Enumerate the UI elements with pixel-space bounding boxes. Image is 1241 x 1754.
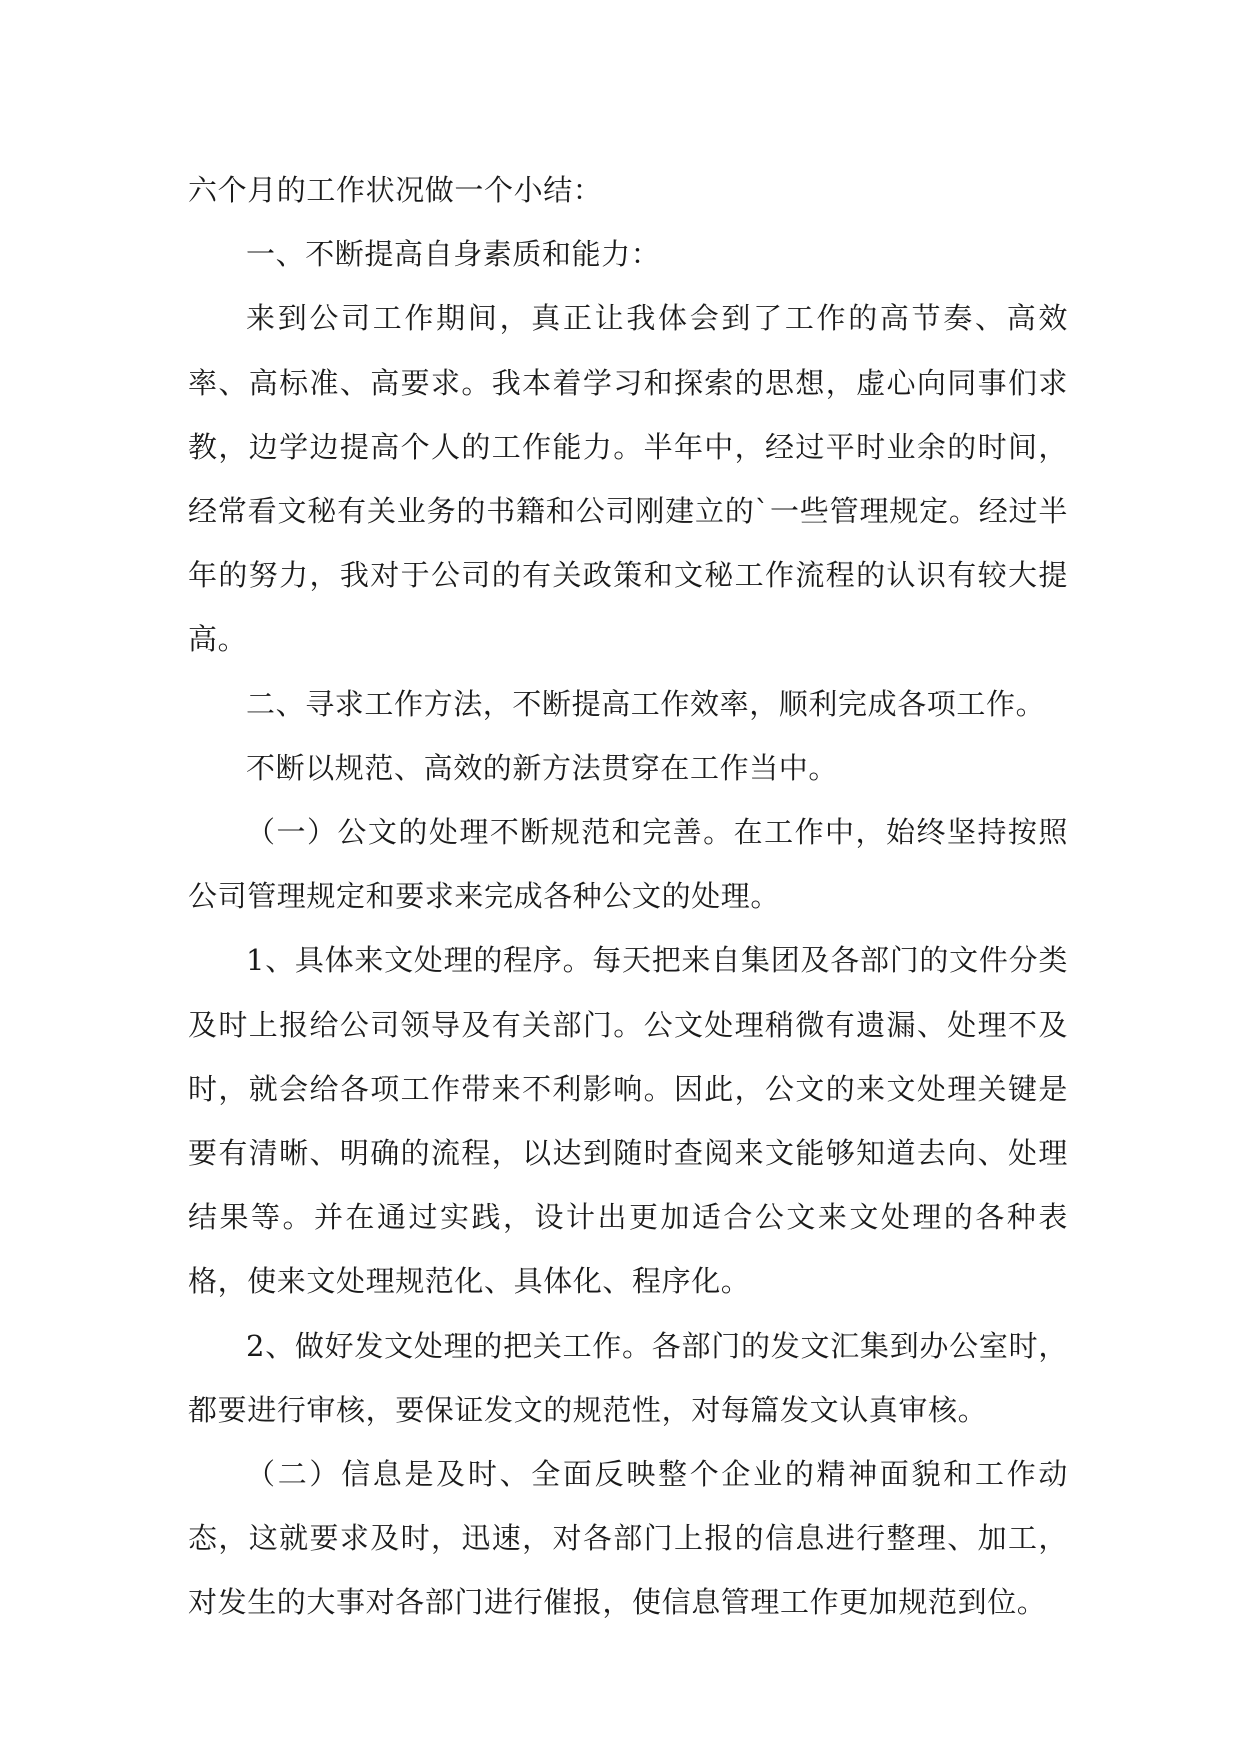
paragraph-subsection-2: （二）信息是及时、全面反映整个企业的精神面貌和工作动态，这就要求及时，迅速，对各部门上报的信息进行整理、加工，对发生的大事对各部门进行催报，使信息管理工作更加规范到位。 [188,1457,1068,1620]
heading-section-2: 二、寻求工作方法，不断提高工作效率，顺利完成各项工作。 [246,686,1046,721]
paragraph-item-2: 2、做好发文处理的把关工作。各部门的发文汇集到办公室时，都要进行审核，要保证发文的规范性，对每篇发文认真审核。 [188,1328,1068,1427]
paragraph-section-2-intro: 不断以规范、高效的新方法贯穿在工作当中。 [246,750,839,785]
paragraph-item-1: 1、具体来文处理的程序。每天把来自集团及各部门的文件分类及时上报给公司领导及有关部门。公文处理稍微有遗漏、处理不及时，就会给各项工作带来不利影响。因此，公文的来文处理关键是要有清晰、明确的流程，以达到随时查阅来文能够知道去向、处理结果等。并在通过实践，设计出更加适合公文来文处理的各种表格，使来文处理规范化、具体化、程序化。 [188,943,1068,1299]
paragraph-section-1-body: 来到公司工作期间，真正让我体会到了工作的高节奏、高效率、高标准、高要求。我本着学习和探索的思想，虚心向同事们求教，边学边提高个人的工作能力。半年中，经过平时业余的时间，经常看文秘有关业务的书籍和公司刚建立的`一些管理规定。经过半年的努力，我对于公司的有关政策和文秘工作流程的认识有较大提高。 [188,301,1068,657]
document-body [188,158,1068,1635]
heading-section-1: 一、不断提高自身素质和能力： [246,237,661,272]
paragraph-intro: 六个月的工作状况做一个小结： [188,173,603,207]
paragraph-subsection-1: （一）公文的处理不断规范和完善。在工作中，始终坚持按照公司管理规定和要求来完成各种公文的处理。 [188,815,1068,914]
